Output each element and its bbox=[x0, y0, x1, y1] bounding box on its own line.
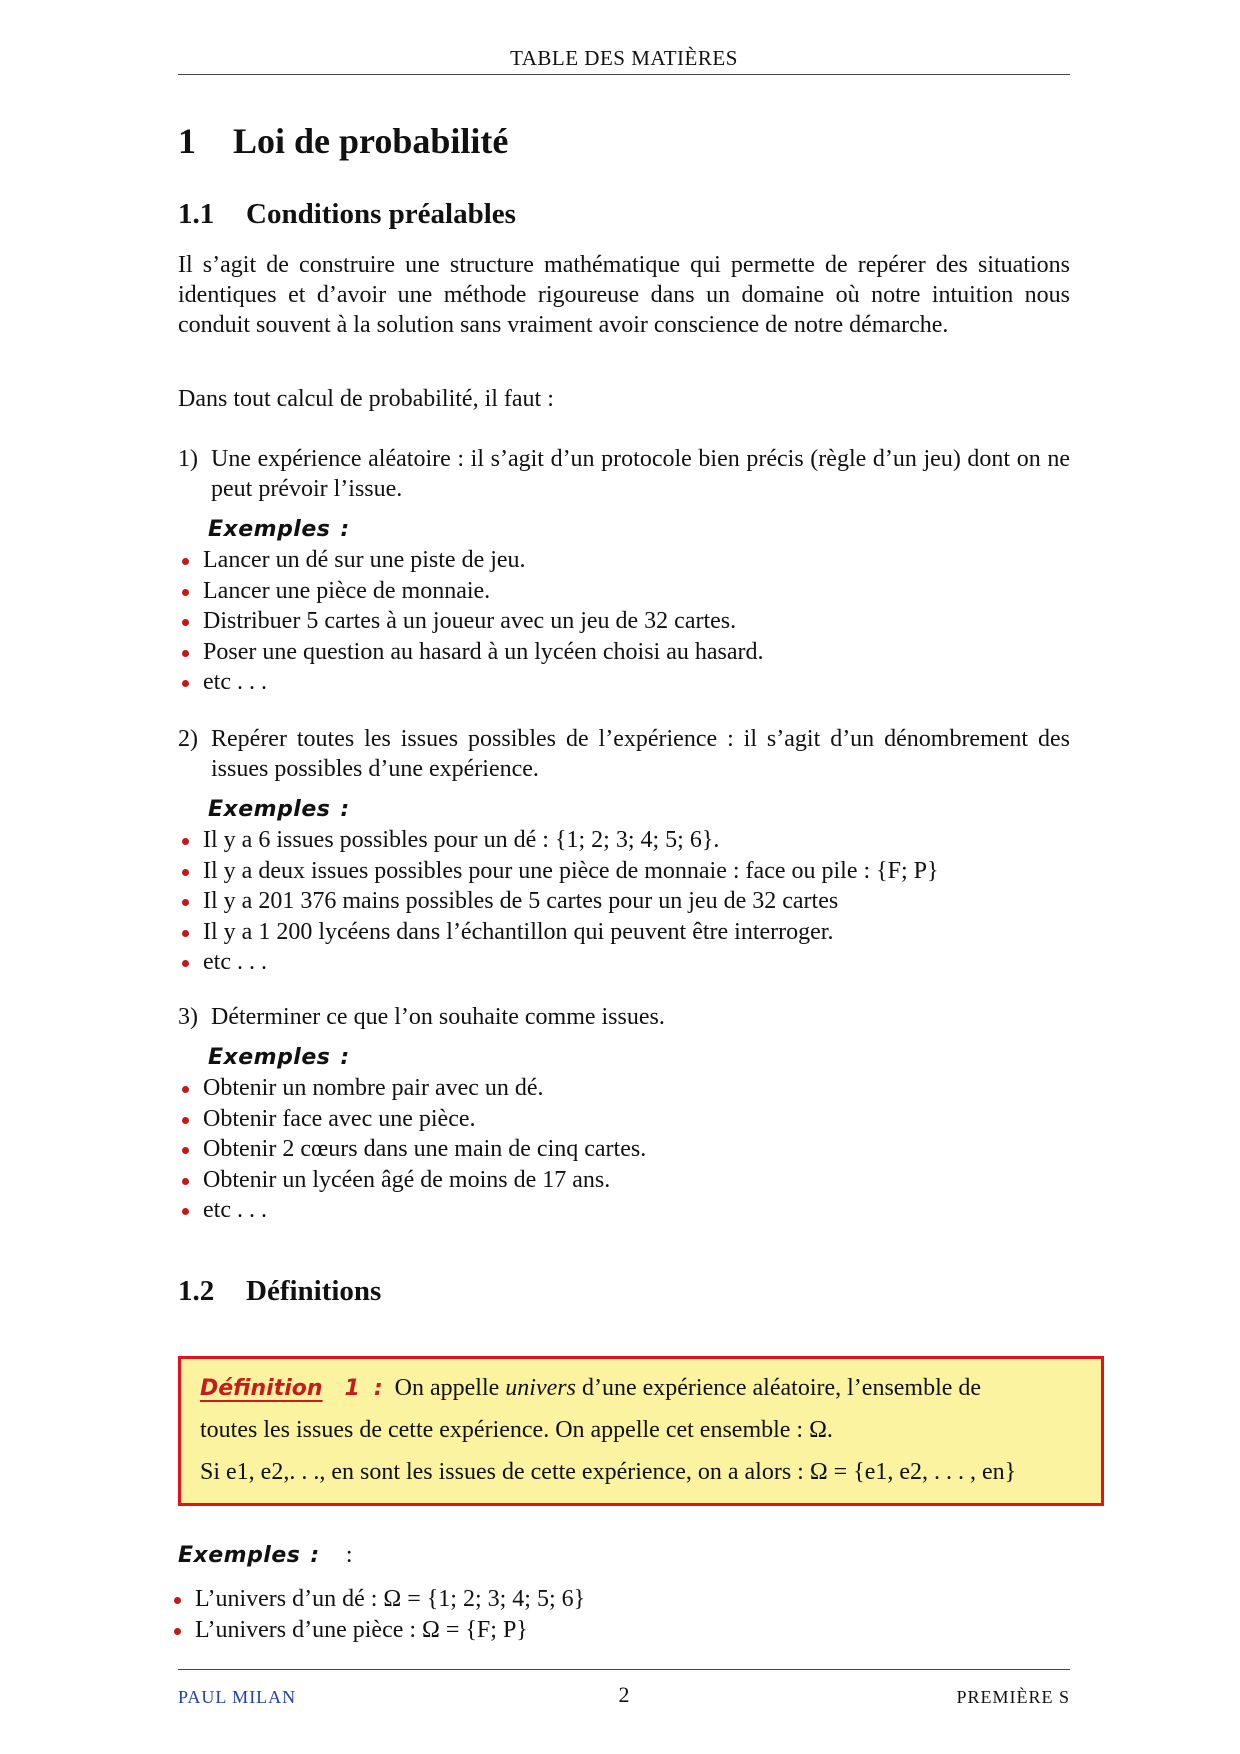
list-item bbox=[178, 1134, 646, 1165]
list-item bbox=[178, 545, 764, 576]
list-item bbox=[178, 1195, 646, 1226]
lead-paragraph: Dans tout calcul de probabilité, il faut : bbox=[178, 386, 554, 412]
list-item bbox=[178, 1104, 646, 1135]
list-item-text: etc . . . bbox=[203, 949, 267, 975]
list-item bbox=[178, 667, 764, 698]
bullet-icon bbox=[182, 930, 189, 937]
bullet-icon bbox=[182, 619, 189, 626]
examples-list bbox=[178, 1073, 646, 1226]
bullet-icon bbox=[182, 1086, 189, 1093]
examples-heading: Exemples : bbox=[208, 797, 350, 822]
bullet-icon bbox=[182, 558, 189, 565]
page-number: 2 bbox=[618, 1682, 630, 1707]
step-text: Déterminer ce que l’on souhaite comme issues. bbox=[211, 1004, 665, 1030]
bullet-icon bbox=[182, 1147, 189, 1154]
list-item bbox=[178, 606, 764, 637]
list-item bbox=[178, 856, 939, 887]
list-item-text: Il y a 6 issues possibles pour un dé : {1; 2; 3; 4; 5; 6}. bbox=[203, 827, 720, 853]
list-item bbox=[178, 1165, 646, 1196]
subsection-title-text: Conditions préalables bbox=[246, 198, 516, 230]
list-item-text: Obtenir un lycéen âgé de moins de 17 ans. bbox=[203, 1166, 611, 1193]
bullet-icon bbox=[182, 589, 189, 596]
footer-author: PAUL MILAN bbox=[178, 1687, 297, 1707]
list-item bbox=[178, 947, 939, 978]
bullet-icon bbox=[182, 1178, 189, 1185]
step-text: Une expérience aléatoire : il s’agit d’un protocole bien précis (règle d’un jeu) dont on ne peut prévoir l’issue. bbox=[211, 446, 1070, 502]
list-item-text: Distribuer 5 cartes à un joueur avec un jeu de 32 cartes. bbox=[203, 608, 737, 634]
definition-text: d’une expérience aléatoire, l’ensemble de bbox=[575, 1375, 982, 1401]
definition-box bbox=[178, 1356, 1104, 1506]
list-item bbox=[170, 1615, 585, 1646]
list-item bbox=[178, 917, 939, 948]
definition-line-3: Si e1, e2,. . ., en sont les issues de cette expérience, on a alors : Ω = {e1, e2, . . . , en} bbox=[200, 1459, 1017, 1485]
step-item bbox=[178, 1002, 1070, 1032]
examples-suffix: : bbox=[345, 1542, 354, 1568]
bullet-icon bbox=[182, 960, 189, 967]
step-number: 2) bbox=[178, 726, 198, 752]
definition-text: On appelle bbox=[394, 1375, 506, 1401]
list-item-text: Il y a 1 200 lycéens dans l’échantillon qui peuvent être interroger. bbox=[203, 918, 834, 945]
list-item bbox=[178, 1073, 646, 1104]
definition-line-2: toutes les issues de cette expérience. On appelle cet ensemble : Ω. bbox=[200, 1417, 833, 1443]
definition-label: Définition 1 : bbox=[200, 1376, 383, 1401]
examples-label: Exemples bbox=[208, 517, 331, 542]
examples-label: Exemples bbox=[208, 797, 331, 822]
step-item bbox=[178, 444, 1070, 504]
examples-heading: Exemples : bbox=[208, 1045, 350, 1070]
examples-list bbox=[170, 1584, 585, 1645]
section-title-text: Loi de probabilité bbox=[233, 121, 509, 161]
bullet-icon bbox=[182, 1117, 189, 1124]
subsection-number: 1.2 bbox=[178, 1275, 215, 1307]
bullet-icon bbox=[174, 1628, 181, 1635]
footer-level: PREMIÈRE S bbox=[956, 1687, 1070, 1707]
footer-rule bbox=[178, 1669, 1070, 1670]
bullet-icon bbox=[182, 650, 189, 657]
list-item-text: Il y a 201 376 mains possibles de 5 cartes pour un jeu de 32 cartes bbox=[203, 888, 839, 914]
list-item-text: etc . . . bbox=[203, 1197, 267, 1223]
step-number: 3) bbox=[178, 1004, 198, 1030]
running-header: TABLE DES MATIÈRES bbox=[510, 46, 738, 70]
definition-term: univers bbox=[505, 1375, 576, 1401]
list-item-text: etc . . . bbox=[203, 669, 267, 695]
examples-label: Exemples bbox=[178, 1543, 301, 1568]
list-item bbox=[178, 886, 939, 917]
step-item bbox=[178, 724, 1070, 784]
header-rule bbox=[178, 74, 1070, 75]
section-number: 1 bbox=[178, 121, 196, 161]
bullet-icon bbox=[182, 680, 189, 687]
examples-heading: Exemples : : bbox=[178, 1542, 354, 1568]
step-text: Repérer toutes les issues possibles de l’expérience : il s’agit d’un dénombrement des issues possibles d’une expérience. bbox=[211, 726, 1070, 782]
list-item-text: Lancer un dé sur une piste de jeu. bbox=[203, 547, 526, 573]
subsection-title-definitions bbox=[178, 1275, 381, 1308]
list-item-text: Obtenir un nombre pair avec un dé. bbox=[203, 1075, 544, 1101]
document-page bbox=[178, 0, 1070, 1754]
intro-paragraph: Il s’agit de construire une structure mathématique qui permette de repérer des situations identiques et d’avoir une méthode rigoureuse dans un domaine où notre intuition nous conduit souvent à la solution sans vraiment avoir conscience de notre démarche. bbox=[178, 252, 1070, 338]
list-item-text: Poser une question au hasard à un lycéen choisi au hasard. bbox=[203, 638, 764, 665]
list-item-text: Lancer une pièce de monnaie. bbox=[203, 577, 491, 604]
step-number: 1) bbox=[178, 446, 198, 472]
bullet-icon bbox=[174, 1597, 181, 1604]
examples-label: Exemples bbox=[208, 1045, 331, 1070]
list-item-text: L’univers d’une pièce : Ω = {F; P} bbox=[195, 1616, 528, 1643]
section-title bbox=[178, 120, 508, 162]
subsection-title-conditions bbox=[178, 198, 516, 231]
list-item-text: Il y a deux issues possibles pour une pièce de monnaie : face ou pile : {F; P} bbox=[203, 857, 939, 884]
list-item bbox=[178, 576, 764, 607]
bullet-icon bbox=[182, 899, 189, 906]
list-item-text: Obtenir face avec une pièce. bbox=[203, 1105, 476, 1132]
examples-heading: Exemples : bbox=[208, 517, 350, 542]
bullet-icon bbox=[182, 838, 189, 845]
definition-line-1 bbox=[200, 1375, 981, 1402]
subsection-title-text: Définitions bbox=[246, 1275, 382, 1307]
list-item-text: Obtenir 2 cœurs dans une main de cinq cartes. bbox=[203, 1136, 647, 1162]
examples-list bbox=[178, 545, 764, 698]
list-item bbox=[178, 637, 764, 668]
subsection-number: 1.1 bbox=[178, 198, 215, 230]
list-item bbox=[178, 825, 939, 856]
examples-list bbox=[178, 825, 939, 978]
bullet-icon bbox=[182, 869, 189, 876]
list-item bbox=[170, 1584, 585, 1615]
bullet-icon bbox=[182, 1208, 189, 1215]
list-item-text: L’univers d’un dé : Ω = {1; 2; 3; 4; 5; 6} bbox=[195, 1586, 586, 1612]
